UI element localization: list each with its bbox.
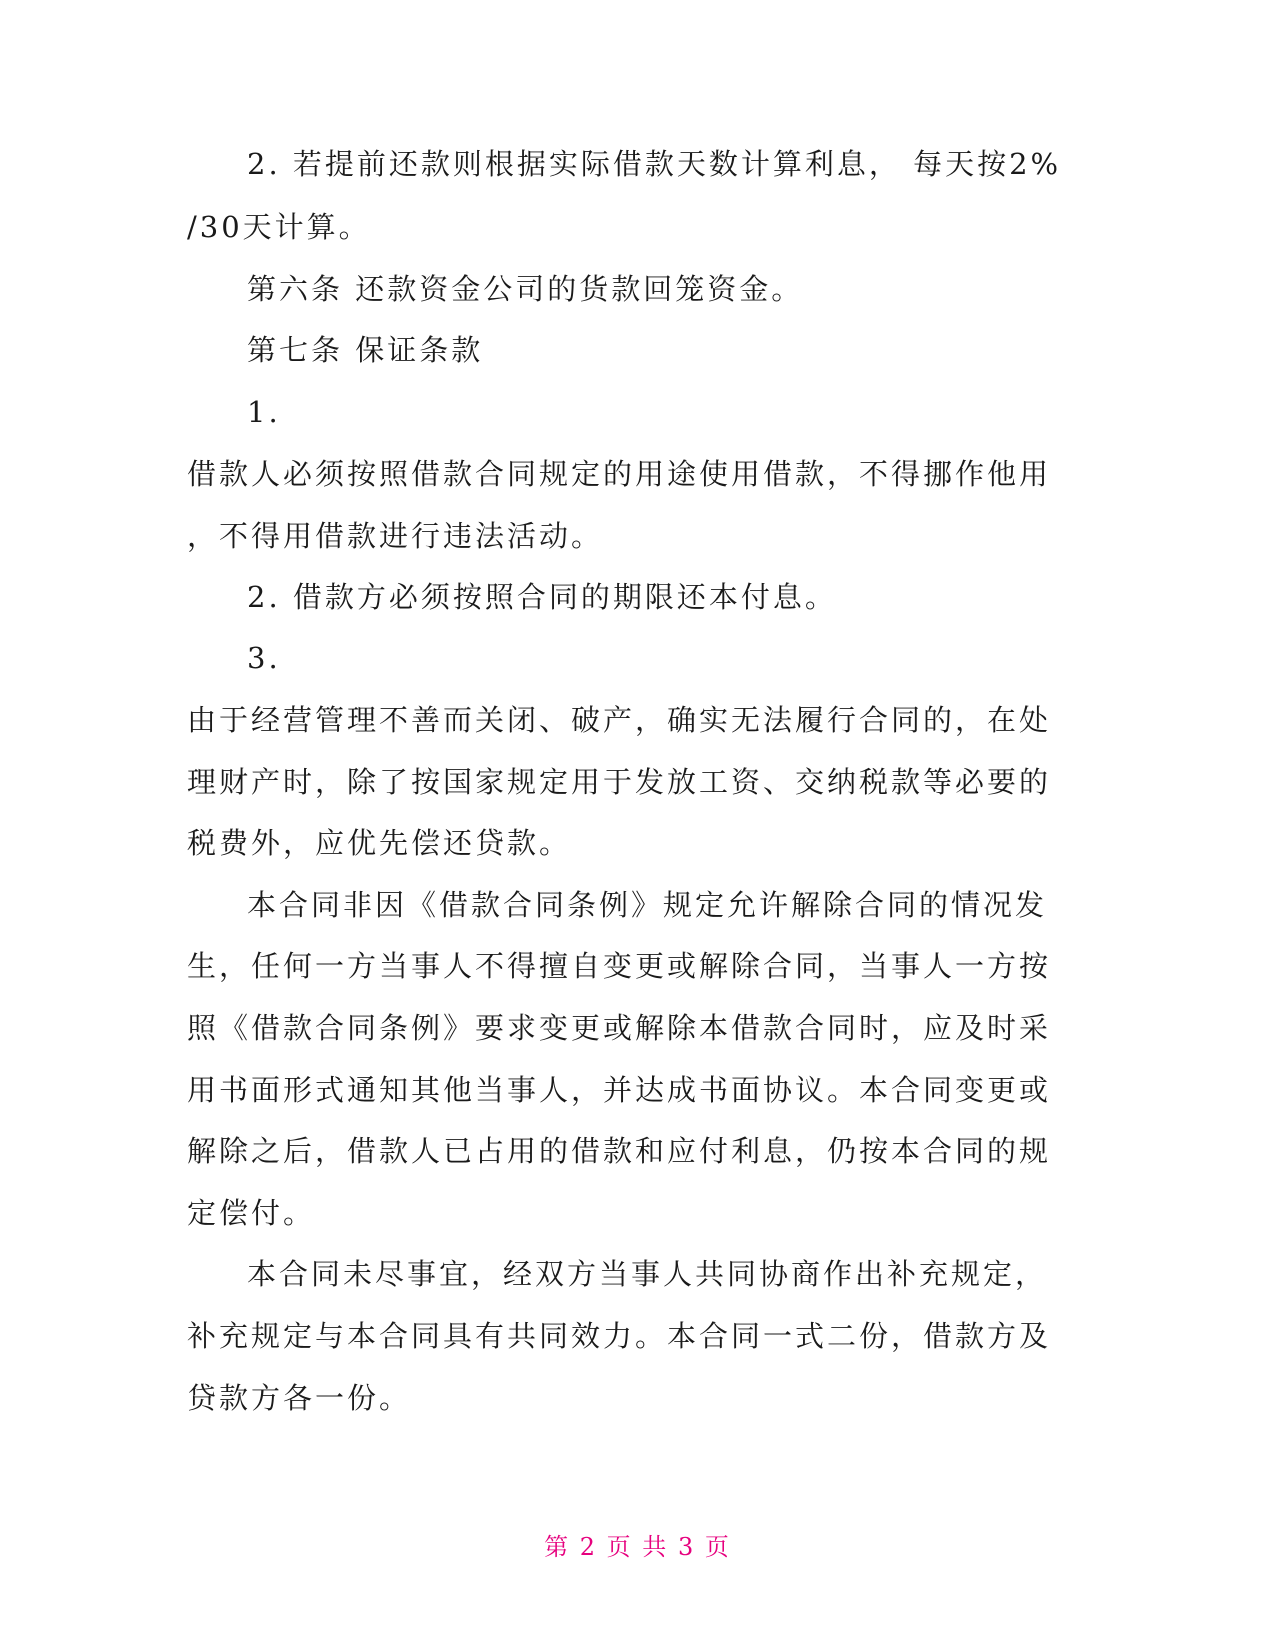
text-line: 本合同非因《借款合同条例》规定允许解除合同的情况发: [247, 888, 1048, 922]
text-line: 解除之后，借款人已占用的借款和应付利息，仍按本合同的规: [187, 1134, 1052, 1168]
text-line: 税费外，应优先偿还贷款。: [187, 826, 572, 860]
text-line: 本合同未尽事宜，经双方当事人共同协商作出补充规定，: [247, 1257, 1048, 1291]
text-line: 用书面形式通知其他当事人，并达成书面协议。本合同变更或: [187, 1073, 1052, 1107]
text-line: 定偿付。: [187, 1196, 316, 1230]
text-line: /30天计算。: [187, 210, 371, 244]
text-line: 贷款方各一份。: [187, 1381, 412, 1415]
text-line: 1.: [247, 395, 281, 429]
text-line: 照《借款合同条例》要求变更或解除本借款合同时，应及时采: [187, 1011, 1052, 1045]
text-line: 2. 借款方必须按照合同的期限还本付息。: [247, 580, 837, 614]
text-line: 生，任何一方当事人不得擅自变更或解除合同，当事人一方按: [187, 949, 1052, 983]
text-line: 2. 若提前还款则根据实际借款天数计算利息， 每天按2%: [247, 147, 1062, 181]
text-line: 第七条 保证条款: [247, 333, 484, 367]
text-line: ，不得用借款进行违法活动。: [187, 519, 604, 553]
text-line: 由于经营管理不善而关闭、破产，确实无法履行合同的，在处: [187, 703, 1052, 737]
page-number-footer: 第 2 页 共 3 页: [544, 1533, 731, 1561]
text-line: 借款人必须按照借款合同规定的用途使用借款，不得挪作他用: [187, 457, 1052, 491]
text-line: 理财产时，除了按国家规定用于发放工资、交纳税款等必要的: [187, 765, 1052, 799]
text-line: 第六条 还款资金公司的货款回笼资金。: [247, 272, 804, 306]
text-line: 补充规定与本合同具有共同效力。本合同一式二份，借款方及: [187, 1319, 1052, 1353]
text-line: 3.: [247, 641, 281, 675]
